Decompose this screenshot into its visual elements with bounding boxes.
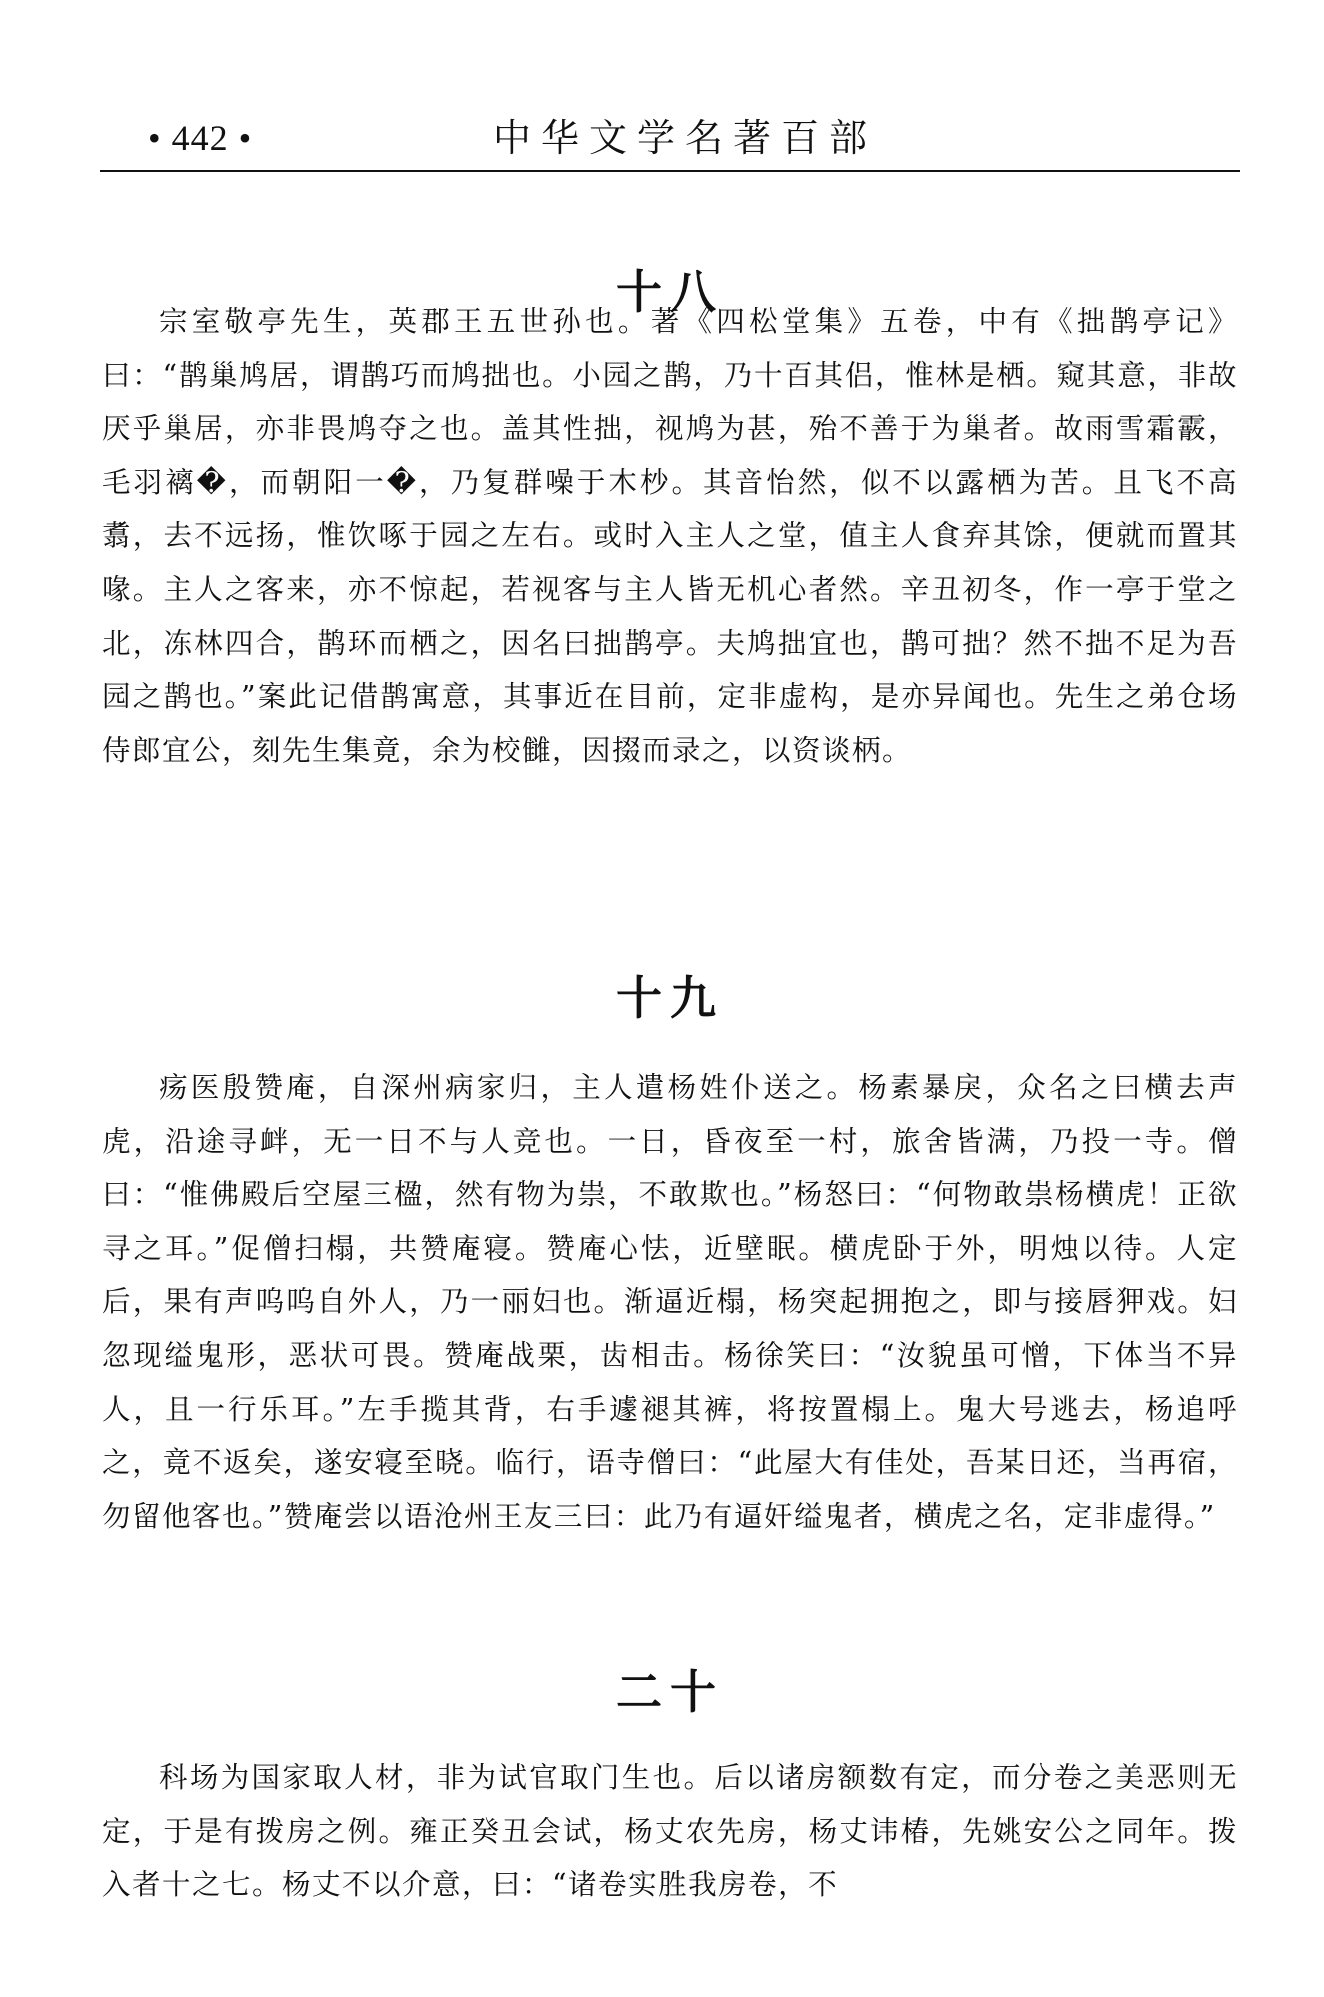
page-header (100, 112, 1240, 172)
page-number: • 442 • (148, 118, 253, 158)
section-heading-20: 二十 (616, 1665, 724, 1719)
header-divider (100, 170, 1240, 172)
section-paragraph-18: 宗室敬亭先生，英郡王五世孙也。著《四松堂集》五卷，中有《拙鹊亭记》曰：“鹊巢鸠居，谓鹊巧而鸠拙也。小园之鹊，乃十百其侣，惟林是栖。窥其意，非故厌乎巢居，亦非畏鸠夺之也。盖其性拙，视鸠为甚，殆不善于为巢者。故雨雪霜霰，毛羽褵�，而朝阳一�，乃复群噪于木杪。其音怡然，似不以露栖为苦。且飞不高翥，去不远扬，惟饮啄于园之左右。或时入主人之堂，值主人食弃其馀，便就而置其喙。主人之客来，亦不惊起，若视客与主人皆无机心者然。辛丑初冬，作一亭于堂之北，冻林四合，鹊环而栖之，因名曰拙鹊亭。夫鸠拙宜也，鹊可拙？然不拙不足为吾园之鹊也。”案此记借鹊寓意，其事近在目前，定非虚构，是亦异闻也。先生之弟仓场侍郎宜公，刻先生集竟，余为校雠，因掇而录之，以资谈柄。 (102, 305, 1238, 767)
book-title: 中华文学名著百部 (492, 116, 877, 160)
section-heading-18: 十八 (616, 265, 724, 319)
section-paragraph-19: 疡医殷赞庵，自深州病家归，主人遣杨姓仆送之。杨素暴戾，众名之曰横去声虎，沿途寻衅，无一日不与人竞也。一日，昏夜至一村，旅舍皆满，乃投一寺。僧曰：“惟佛殿后空屋三楹，然有物为祟，不敢欺也。”杨怒曰：“何物敢祟杨横虎！正欲寻之耳。”促僧扫榻，共赞庵寝。赞庵心怯，近壁眠。横虎卧于外，明烛以待。人定后，果有声呜呜自外人，乃一丽妇也。渐逼近榻，杨突起拥抱之，即与接唇狎戏。妇忽现缢鬼形，恶状可畏。赞庵战栗，齿相击。杨徐笑曰：“汝貌虽可憎，下体当不异人，且一行乐耳。”左手揽其背，右手遽褪其裤，将按置榻上。鬼大号逃去，杨追呼之，竟不返矣，遂安寝至晓。临行，语寺僧曰：“此屋大有佳处，吾某日还，当再宿，勿留他客也。”赞庵尝以语沧州王友三曰：此乃有逼奸缢鬼者，横虎之名，定非虚得。” (102, 1071, 1238, 1533)
section-paragraph-20: 科场为国家取人材，非为试官取门生也。后以诸房额数有定，而分卷之美恶则无定，于是有拨房之例。雍正癸丑会试，杨丈农先房，杨丈讳椿，先姚安公之同年。拨入者十之七。杨丈不以介意，曰：“诸卷实胜我房卷，不 (102, 1761, 1238, 1902)
section-heading-19: 十九 (616, 971, 724, 1025)
